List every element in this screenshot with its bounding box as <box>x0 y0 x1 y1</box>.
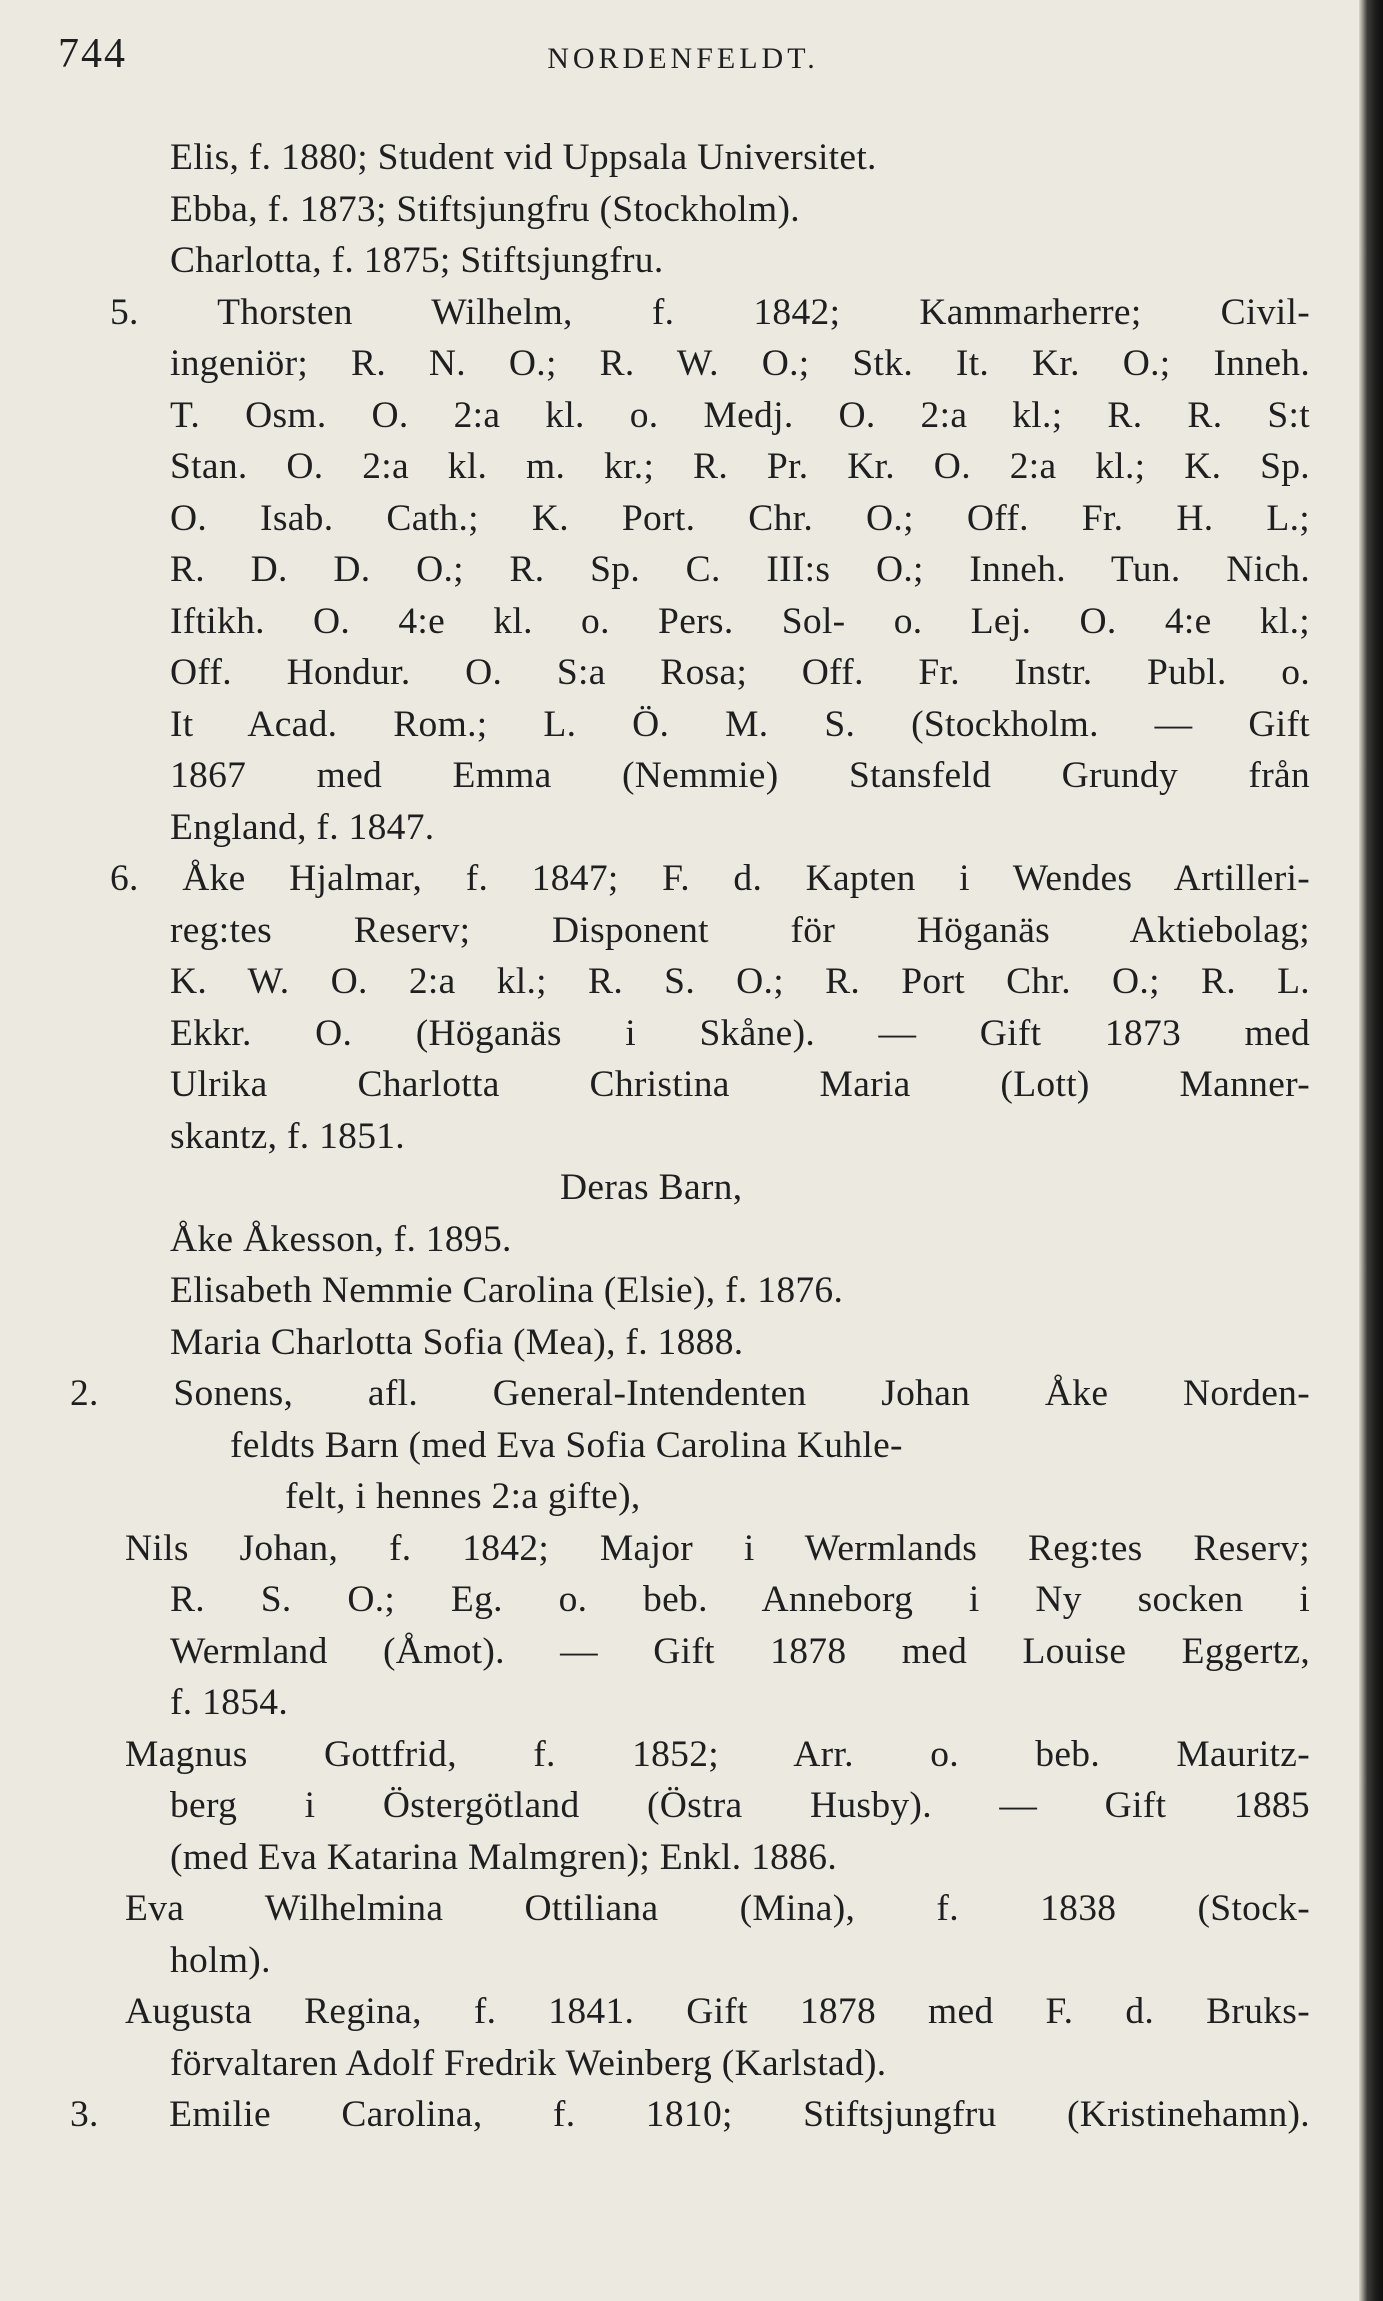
text-line: Elisabeth Nemmie Carolina (Elsie), f. 1876. <box>170 1270 844 1311</box>
text-line: skantz, f. 1851. <box>170 1115 405 1157</box>
running-head: NORDENFELDT. <box>547 42 819 75</box>
text-line: Stan. O. 2:a kl. m. kr.; R. Pr. Kr. O. 2:a kl.; K. Sp. <box>170 446 1310 487</box>
text-line: K. W. O. 2:a kl.; R. S. O.; R. Port Chr. O.; R. L. <box>170 961 1310 1002</box>
text-line: Wermland (Åmot). — Gift 1878 med Louise Eggertz, <box>170 1630 1310 1672</box>
text-line: Iftikh. O. 4:e kl. o. Pers. Sol- o. Lej. O. 4:e kl.; <box>170 600 1310 642</box>
text-line: Ulrika Charlotta Christina Maria (Lott) Manner- <box>170 1064 1310 1105</box>
text-line: reg:tes Reserv; Disponent för Höganäs Aktiebolag; <box>170 909 1310 951</box>
text-line: Elis, f. 1880; Student vid Uppsala Universitet. <box>170 137 877 178</box>
text-line: Ebba, f. 1873; Stiftsjungfru (Stockholm). <box>170 188 800 230</box>
text-line: förvaltaren Adolf Fredrik Weinberg (Karlstad). <box>170 2042 887 2084</box>
text-line: f. 1854. <box>170 1682 289 1723</box>
page-header <box>58 30 1308 90</box>
page-number: 744 <box>58 31 127 77</box>
text-line: Augusta Regina, f. 1841. Gift 1878 med F. d. Bruks- <box>125 1991 1310 2032</box>
text-line: (med Eva Katarina Malmgren); Enkl. 1886. <box>170 1836 838 1878</box>
text-line: Maria Charlotta Sofia (Mea), f. 1888. <box>170 1321 744 1363</box>
text-line: 2. Sonens, afl. General-Intendenten Johan Åke Norden- <box>70 1373 1310 1414</box>
text-line: 1867 med Emma (Nemmie) Stansfeld Grundy från <box>170 755 1310 796</box>
genealogy-text <box>0 132 1383 2141</box>
text-line: R. D. D. O.; R. Sp. C. III:s O.; Inneh. Tun. Nich. <box>170 549 1310 590</box>
text-line: Eva Wilhelmina Ottiliana (Mina), f. 1838 (Stock- <box>125 1888 1310 1929</box>
text-line: R. S. O.; Eg. o. beb. Anneborg i Ny socken i <box>170 1579 1310 1620</box>
text-line: ingeniör; R. N. O.; R. W. O.; Stk. It. Kr. O.; Inneh. <box>170 343 1310 384</box>
text-line: Åke Åkesson, f. 1895. <box>170 1218 512 1260</box>
text-line: 3. Emilie Carolina, f. 1810; Stiftsjungfru (Kristinehamn). <box>70 2094 1310 2135</box>
text-line: Charlotta, f. 1875; Stiftsjungfru. <box>170 240 664 281</box>
text-line: Nils Johan, f. 1842; Major i Wermlands Reg:tes Reserv; <box>125 1527 1310 1569</box>
text-line: felt, i hennes 2:a gifte), <box>285 1476 641 1517</box>
text-line: feldts Barn (med Eva Sofia Carolina Kuhle- <box>230 1424 903 1466</box>
text-line: berg i Östergötland (Östra Husby). — Gift 1885 <box>170 1785 1310 1826</box>
text-line: Deras Barn, <box>560 1167 743 1208</box>
text-line: Off. Hondur. O. S:a Rosa; Off. Fr. Instr. Publ. o. <box>170 652 1310 693</box>
text-line: T. Osm. O. 2:a kl. o. Medj. O. 2:a kl.; R. R. S:t <box>170 394 1310 436</box>
text-line: Ekkr. O. (Höganäs i Skåne). — Gift 1873 med <box>170 1012 1310 1054</box>
text-line: holm). <box>170 1939 271 1981</box>
text-line: 5. Thorsten Wilhelm, f. 1842; Kammarherre; Civil- <box>110 291 1310 333</box>
text-line: It Acad. Rom.; L. Ö. M. S. (Stockholm. — Gift <box>170 703 1310 745</box>
text-line: Magnus Gottfrid, f. 1852; Arr. o. beb. Mauritz- <box>125 1733 1310 1775</box>
text-line: 6. Åke Hjalmar, f. 1847; F. d. Kapten i Wendes Artilleri- <box>110 858 1310 899</box>
text-line: O. Isab. Cath.; K. Port. Chr. O.; Off. Fr. H. L.; <box>170 497 1310 539</box>
text-line: England, f. 1847. <box>170 806 435 848</box>
